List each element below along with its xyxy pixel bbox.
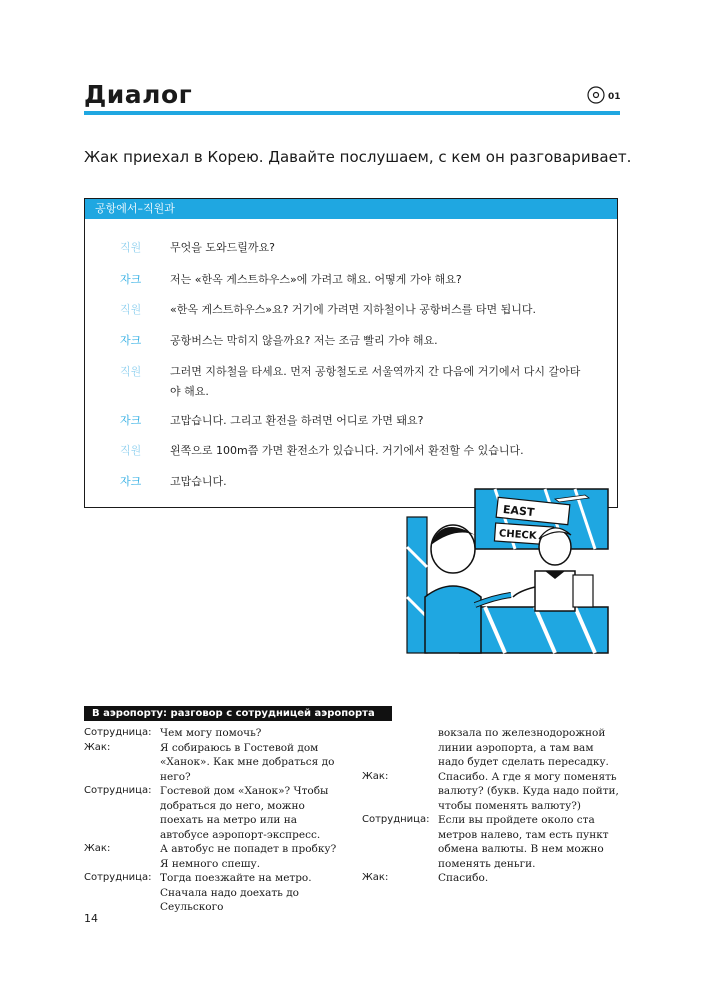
line-text: А автобус не попадет в пробку? Я немного спешу. [160,843,337,870]
speaker-label: Жак: [362,872,389,883]
translation-row [84,741,346,785]
speaker-label: 자크 [120,475,142,488]
speaker-label: Сотрудница: [84,727,152,738]
line-text: «한옥 게스트하우스»요? 거기에 가려면 지하철이나 공항버스를 타면 됩니다. [170,303,537,316]
line-text: 고맙습니다. [170,475,227,488]
line-text: 저는 «한옥 게스트하우스»에 가려고 해요. 어떻게 가야 해요? [170,273,462,286]
dialogue-line [120,300,590,320]
translation-row [362,871,622,886]
speaker-label: Жак: [84,843,111,854]
translation-row [84,871,346,915]
line-text: 무엇을 도와드릴까요? [170,241,275,254]
line-text: 왼쪽으로 100m쯤 가면 환전소가 있습니다. 거기에서 환전할 수 있습니다. [170,444,524,457]
dialogue-line [120,331,590,351]
speaker-label: 자크 [120,334,142,347]
line-text: Спасибо. [438,872,489,884]
dialogue-line [120,270,590,290]
line-text: 그러면 지하철을 타세요. 먼저 공항철도로 서울역까지 간 다음에 거기에서 다시 갈아타야 해요. [170,365,581,398]
line-text: 공항버스는 막히지 않을까요? 저는 조금 빨리 가야 해요. [170,334,438,347]
translation-row [84,842,346,871]
translation-row [362,813,622,871]
speaker-label: 직원 [120,303,142,316]
line-text: Чем могу помочь? [160,727,262,739]
dialogue-line [120,238,590,258]
line-text: Если вы пройдете около ста метров налево, там есть пункт обмена валюты. В нем можно поменять деньги. [438,814,609,870]
speaker-label: 자크 [120,273,142,286]
dialogue-heading: 공항에서–직원과 [85,199,617,219]
line-text: Тогда поезжайте на метро. Сначала надо доехать до Сеульского [160,872,312,913]
speaker-label: Жак: [84,741,111,753]
translation-row [362,726,622,770]
line-text: 고맙습니다. 그리고 환전을 하려면 어디로 가면 돼요? [170,414,424,427]
airport-illustration [405,487,610,659]
line-text: вокзала по железнодорожной линии аэропорта, а там вам надо будет сделать пересадку. [438,727,609,768]
translation-column-1 [84,726,346,915]
speaker-label: 직원 [120,241,142,254]
line-text: Спасибо. А где я могу поменять валюту? (букв. Куда надо пойти, чтобы поменять валюту?) [438,770,619,812]
track-number: 01 [608,92,621,102]
speaker-label: Жак: [362,770,389,782]
dialogue-line [120,441,590,461]
page-number: 14 [84,912,98,925]
translation-heading: В аэропорту: разговор с сотрудницей аэропорта [84,706,392,721]
sign-east: EAST [502,502,535,520]
speaker-label: Сотрудница: [84,872,152,883]
translation-row [84,726,346,741]
intro-text: Жак приехал в Корею. Давайте послушаем, с кем он разговаривает. [84,148,632,166]
audio-track[interactable] [587,86,621,108]
speaker-label [362,726,438,770]
dialogue-line [120,411,590,431]
line-text: Гостевой дом «Ханок»? Чтобы добраться до него, можно поехать на метро или на автобусе аэропорт-экспресс. [160,785,329,841]
translation-column-2 [362,726,622,886]
cd-icon [587,86,605,108]
page-title: Диалог [84,80,193,109]
speaker-label: 직원 [120,365,142,378]
translation-row [362,770,622,814]
speaker-label: Сотрудница: [362,814,430,825]
translation-row [84,784,346,842]
line-text: Я собираюсь в Гостевой дом «Ханок». Как мне добраться до него? [160,741,335,783]
sign-check: CHECK [498,528,537,542]
dialogue-line [120,362,590,402]
speaker-label: 직원 [120,444,142,457]
speaker-label: 자크 [120,414,142,427]
speaker-label: Сотрудница: [84,785,152,796]
title-rule [84,111,620,115]
